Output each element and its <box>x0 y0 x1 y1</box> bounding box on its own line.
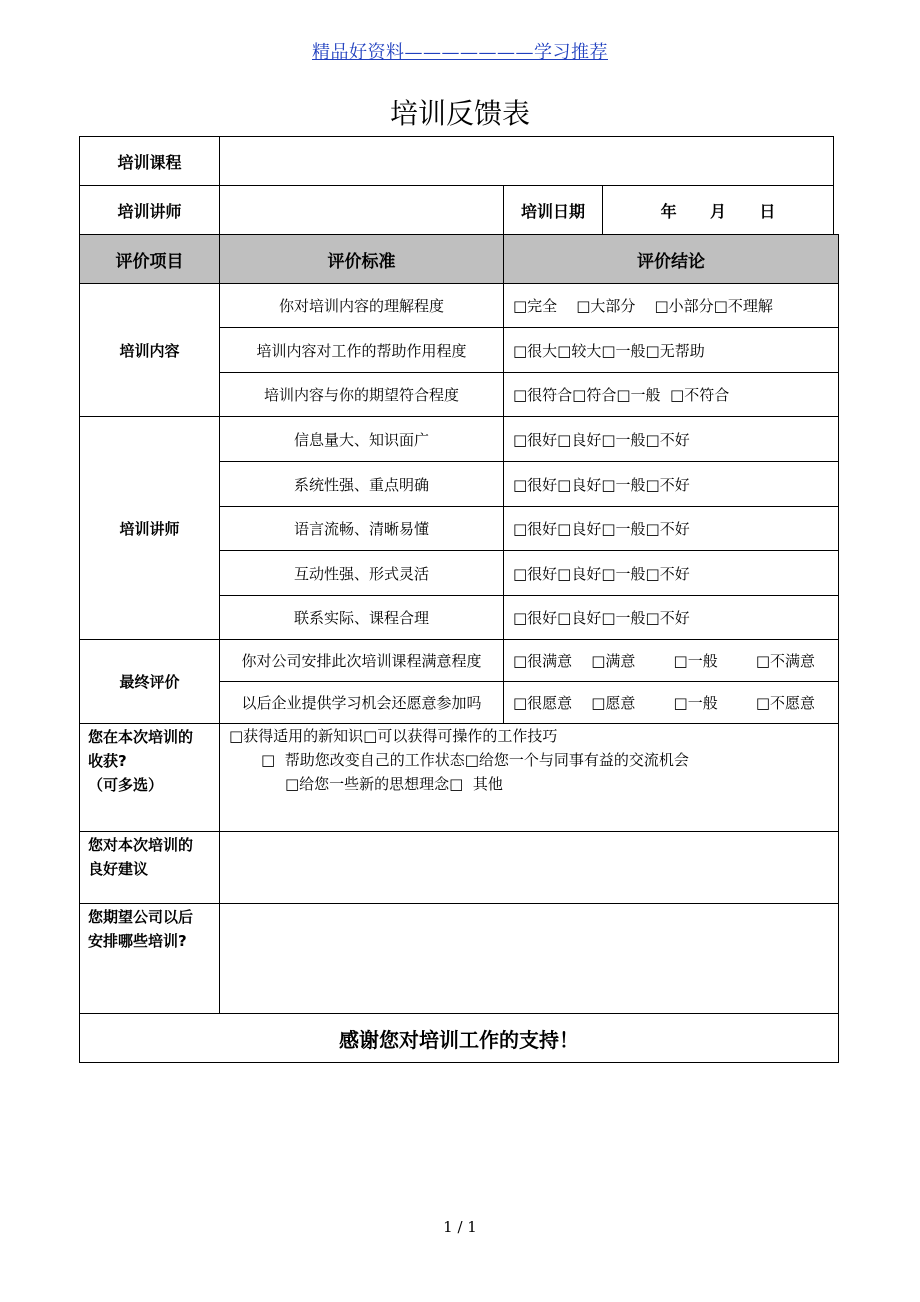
page-title: 培训反馈表 <box>389 97 530 130</box>
future-label <box>79 903 220 1014</box>
final-standard-1: 你对公司安排此次培训课程满意程度 <box>219 639 504 682</box>
final-options-1[interactable]: □很满意 □满意 □一般 □不满意 <box>503 639 839 682</box>
suggestion-input[interactable] <box>219 831 839 904</box>
future-label-line1: 您期望公司以后 <box>88 908 194 926</box>
suggestion-label-line1: 您对本次培训的 <box>88 836 194 854</box>
gains-option-line3[interactable]: □给您一些新的思想理念□ 其他 <box>285 775 503 793</box>
trainer-options-4[interactable]: □很好□良好□一般□不好 <box>503 550 839 596</box>
final-standard-2: 以后企业提供学习机会还愿意参加吗 <box>219 681 504 724</box>
gains-options[interactable] <box>219 723 839 832</box>
header-item: 评价项目 <box>79 234 220 284</box>
final-group-label: 最终评价 <box>79 639 220 724</box>
future-label-line2: 安排哪些培训? <box>88 932 187 950</box>
trainer-options-2[interactable]: □很好□良好□一般□不好 <box>503 461 839 507</box>
course-input[interactable] <box>219 136 834 186</box>
suggestion-label-line2: 良好建议 <box>88 860 149 878</box>
header-conclusion: 评价结论 <box>503 234 839 284</box>
content-standard-2: 培训内容对工作的帮助作用程度 <box>219 327 504 373</box>
trainer-standard-4: 互动性强、形式灵活 <box>219 550 504 596</box>
content-standard-1: 你对培训内容的理解程度 <box>219 283 504 328</box>
header-banner: 精品好资料———————学习推荐 <box>312 42 608 63</box>
content-group-label: 培训内容 <box>79 283 220 417</box>
header-standard: 评价标准 <box>219 234 504 284</box>
suggestion-label <box>79 831 220 904</box>
trainer-group-label: 培训讲师 <box>79 416 220 640</box>
trainer-standard-5: 联系实际、课程合理 <box>219 595 504 640</box>
content-options-2[interactable]: □很大□较大□一般□无帮助 <box>503 327 839 373</box>
content-options-3[interactable]: □很符合□符合□一般 □不符合 <box>503 372 839 417</box>
gains-label-line3: （可多选） <box>88 776 164 794</box>
gains-label-line2: 收获? <box>88 752 127 770</box>
date-label: 培训日期 <box>503 185 603 235</box>
trainer-options-3[interactable]: □很好□良好□一般□不好 <box>503 506 839 551</box>
future-input[interactable] <box>219 903 839 1014</box>
content-standard-3: 培训内容与你的期望符合程度 <box>219 372 504 417</box>
gains-option-line1[interactable]: □获得适用的新知识□可以获得可操作的工作技巧 <box>229 727 558 745</box>
trainer-options-1[interactable]: □很好□良好□一般□不好 <box>503 416 839 462</box>
page-number: 1 / 1 <box>443 1218 477 1236</box>
gains-option-line2[interactable]: □ 帮助您改变自己的工作状态□给您一个与同事有益的交流机会 <box>261 751 689 769</box>
gains-label <box>79 723 220 832</box>
trainer-label: 培训讲师 <box>79 185 220 235</box>
content-options-1[interactable]: □完全 □大部分 □小部分□不理解 <box>503 283 839 328</box>
trainer-standard-1: 信息量大、知识面广 <box>219 416 504 462</box>
final-options-2[interactable]: □很愿意 □愿意 □一般 □不愿意 <box>503 681 839 724</box>
trainer-standard-3: 语言流畅、清晰易懂 <box>219 506 504 551</box>
thanks-message: 感谢您对培训工作的支持！ <box>79 1013 839 1063</box>
course-label: 培训课程 <box>79 136 220 186</box>
trainer-input[interactable] <box>219 185 504 235</box>
gains-label-line1: 您在本次培训的 <box>88 728 194 746</box>
trainer-options-5[interactable]: □很好□良好□一般□不好 <box>503 595 839 640</box>
trainer-standard-2: 系统性强、重点明确 <box>219 461 504 507</box>
date-input[interactable]: 年 月 日 <box>602 185 834 235</box>
